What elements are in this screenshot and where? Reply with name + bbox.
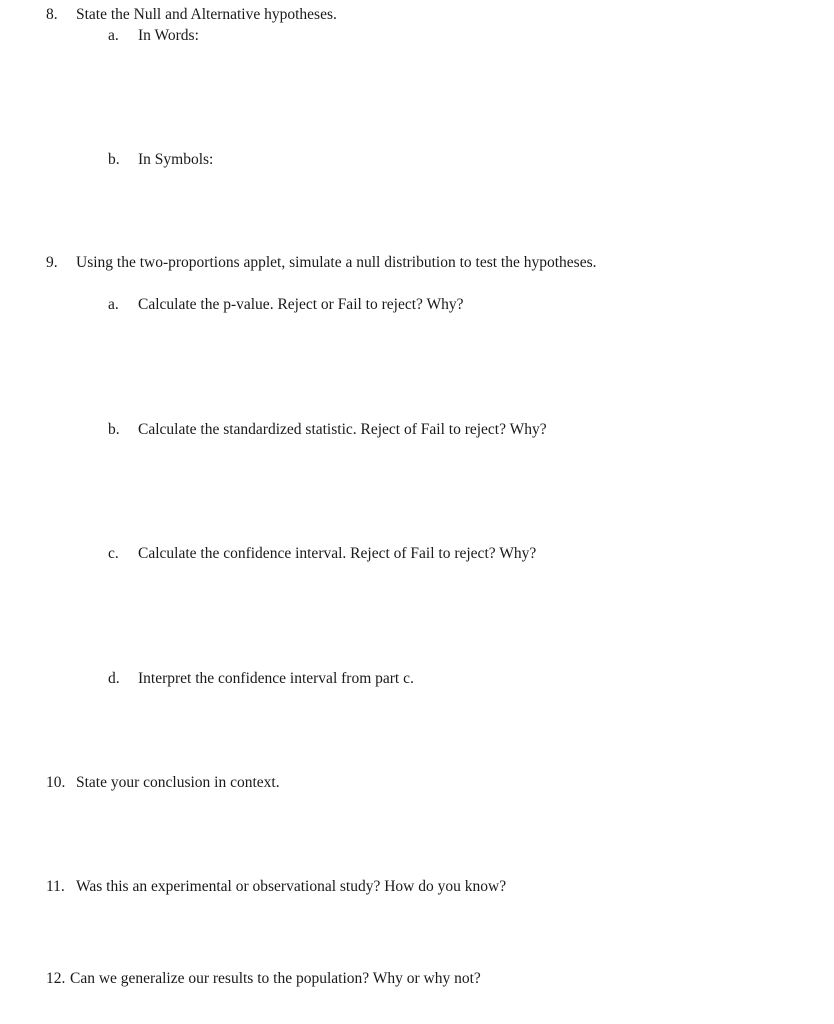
question-text: Using the two-proportions applet, simulate a null distribution to test the hypotheses. (76, 254, 597, 271)
part-letter: a. (108, 27, 119, 44)
part-text: Calculate the p-value. Reject or Fail to reject? Why? (138, 296, 464, 313)
question-number: 12. (46, 970, 66, 987)
part-text: In Symbols: (138, 151, 214, 168)
part-letter: b. (108, 421, 120, 438)
question-text: Was this an experimental or observational study? How do you know? (76, 878, 507, 895)
question-number: 8. (46, 6, 58, 23)
question-text: State your conclusion in context. (76, 774, 280, 791)
question-text: Can we generalize our results to the population? Why or why not? (70, 970, 481, 987)
part-letter: c. (108, 545, 119, 562)
part-text: Calculate the standardized statistic. Reject of Fail to reject? Why? (138, 421, 547, 438)
part-letter: a. (108, 296, 119, 313)
part-text: Calculate the confidence interval. Reject of Fail to reject? Why? (138, 545, 537, 562)
part-text: Interpret the confidence interval from part c. (138, 670, 414, 687)
part-letter: b. (108, 151, 120, 168)
part-letter: d. (108, 670, 120, 687)
question-number: 9. (46, 254, 58, 271)
question-text: State the Null and Alternative hypotheses. (76, 6, 337, 23)
question-number: 10. (46, 774, 66, 791)
part-text: In Words: (138, 27, 199, 44)
question-number: 11. (46, 878, 65, 895)
